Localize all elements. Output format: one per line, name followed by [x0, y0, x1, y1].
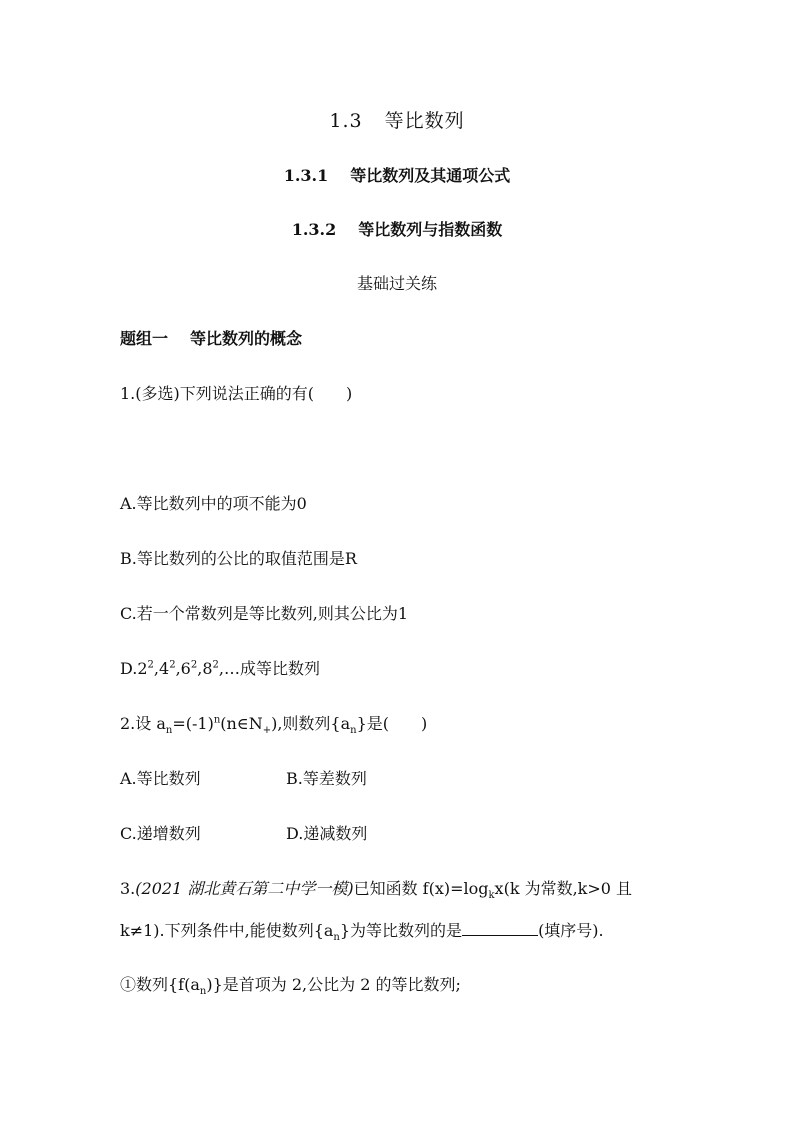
question-2-option-c: C.递增数列 [120, 824, 201, 843]
question-3-item-1: ①数列$\{f(a_n)\}$是首项为 2,公比为 2 的等比数列; [120, 975, 461, 998]
question-1-option-c: C.若一个常数列是等比数列,则其公比为1 [120, 604, 409, 623]
subtitle-1-number: 1.3.1 [283, 166, 329, 185]
question-3-source: (2021 湖北黄石第二中学一模) [135, 879, 354, 898]
title-number: 1.3 [329, 110, 363, 132]
section-heading [120, 326, 302, 349]
section-label: 题组一 [120, 329, 169, 348]
subtitle-2 [0, 217, 794, 240]
question-1-option-b: B.等比数列的公比的取值范围是R [120, 549, 357, 568]
subtitle-1-text: 等比数列及其通项公式 [350, 166, 511, 185]
question-1-option-a: A.等比数列中的项不能为0 [120, 494, 307, 513]
question-3-line-2: k≠1).下列条件中,能使数列$\{a_n\}$为等比数列的是 (填序号). [120, 921, 604, 944]
subtitle-2-number: 1.3.2 [291, 220, 337, 239]
question-2-option-b: B.等差数列 [286, 769, 367, 788]
question-2-option-d: D.递减数列 [286, 824, 368, 843]
question-2-option-a: A.等比数列 [120, 769, 201, 788]
subtitle-1 [0, 163, 794, 186]
subtitle-2-text: 等比数列与指数函数 [358, 220, 503, 239]
question-1-option-d: $D.2^2,4^2,6^2,8^2,\dots$成等比数列 [120, 659, 320, 678]
title-text: 等比数列 [384, 110, 465, 132]
question-2-stem: 2.设 $a_n=(-1)^n(n\in N_+)$,则数列$\{a_n\}$是( ) [120, 714, 428, 737]
page-title [0, 106, 794, 133]
question-1-stem: 1.(多选)下列说法正确的有( ) [120, 384, 353, 403]
section-title: 等比数列的概念 [190, 329, 303, 348]
answer-blank[interactable] [462, 921, 538, 936]
practice-heading: 基础过关练 [356, 274, 437, 293]
question-3-line-1: 3.(2021 湖北黄石第二中学一模)已知函数 $f(x)=\log_kx(k$ 为常数,k>0 且 [120, 879, 633, 902]
